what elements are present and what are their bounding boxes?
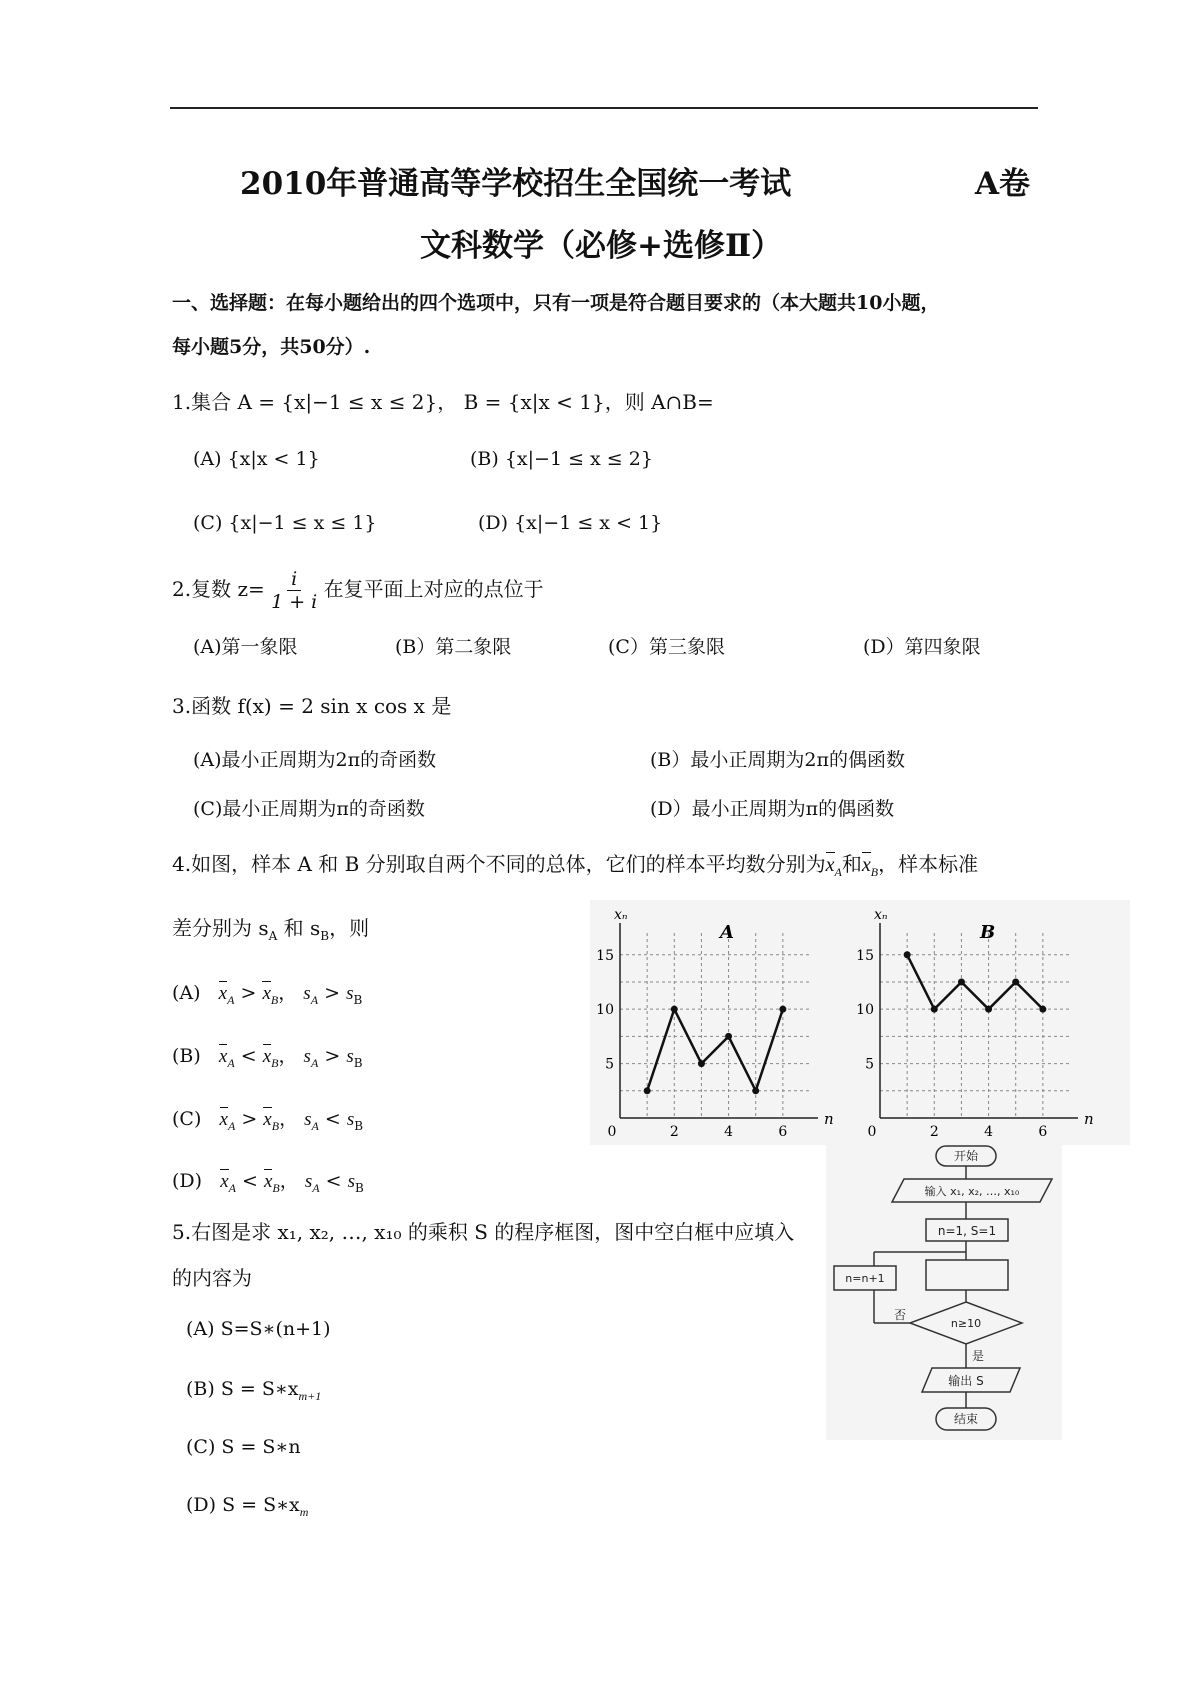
q3-option-b: (B）最小正周期为2π的偶函数 bbox=[650, 749, 905, 771]
q3-option-d: (D）最小正周期为π的偶函数 bbox=[650, 798, 895, 820]
exam-title: 2010年普通高等学校招生全国统一考试 bbox=[240, 166, 792, 202]
flow-no-label: 否 bbox=[893, 1308, 907, 1322]
q4-d-label: (D) bbox=[172, 1170, 203, 1192]
q4-b-sub1: A bbox=[227, 1055, 235, 1070]
q5-stem-line1: 5.右图是求 x₁, x₂, …, x₁₀ 的乘积 S 的程序框图，图中空白框中应填入 bbox=[172, 1220, 795, 1244]
chart-B-y-tick: 5 bbox=[865, 1056, 874, 1073]
q4-c-sub2: B bbox=[271, 1118, 280, 1133]
q4-a-rel2: > bbox=[324, 982, 341, 1004]
chart-B-point bbox=[904, 951, 911, 958]
chart-A-x-label: n bbox=[824, 1110, 834, 1128]
q4-c-sub3: A bbox=[311, 1118, 319, 1133]
q5-option-d bbox=[186, 1494, 308, 1520]
chart-A-title: A bbox=[720, 922, 734, 943]
q5-option-c: (C) S = S∗n bbox=[186, 1436, 301, 1458]
q4-c-sub4: B bbox=[354, 1118, 364, 1133]
q4-a-sub4: B bbox=[353, 992, 363, 1007]
q4-a-sub2: B bbox=[270, 992, 279, 1007]
flow-output-label: 输出 S bbox=[948, 1374, 984, 1388]
chart-B-y-label: xₙ bbox=[874, 907, 888, 923]
q4-stem-text: 4.如图，样本 A 和 B 分别取自两个不同的总体，它们的样本平均数分别为 bbox=[172, 852, 826, 876]
section-heading-line1: 一、选择题：在每小题给出的四个选项中，只有一项是符合题目要求的（本大题共10小题， bbox=[172, 292, 940, 314]
exam-subtitle: 文科数学（必修+选修Ⅱ） bbox=[420, 228, 783, 264]
q5-b-sub: m+1 bbox=[298, 1388, 322, 1403]
chart-A-x-tick: 0 bbox=[607, 1124, 617, 1140]
flow-init-label: n=1, S=1 bbox=[937, 1224, 997, 1238]
chart-A-point bbox=[698, 1060, 705, 1067]
q1-option-d: (D) {x|−1 ≤ x < 1} bbox=[478, 512, 663, 534]
flow-increment-label: n=n+1 bbox=[845, 1272, 885, 1285]
q4-a-rel1: > bbox=[240, 982, 257, 1004]
q4-option-a: (A) $x_A > x_B$， $s_A > s_B$ bbox=[172, 982, 363, 1007]
q5-b-text: (B) S = S∗x bbox=[186, 1378, 299, 1400]
q4-a-label: (A) bbox=[172, 982, 201, 1004]
q4-sa-sub: A bbox=[268, 929, 278, 943]
q4-b-sub2: B bbox=[271, 1055, 279, 1070]
chart-B-point bbox=[958, 978, 965, 985]
q2-option-d: (D）第四象限 bbox=[863, 636, 981, 658]
chart-B-x-tick: 6 bbox=[1038, 1124, 1048, 1140]
q5-flowchart bbox=[826, 1142, 1062, 1440]
q4-option-c: (C) $x_A > x_B$， $s_A < s_B$ bbox=[172, 1108, 364, 1133]
chart-A-point bbox=[671, 1006, 678, 1013]
q2-stem-post: 在复平面上对应的点位于 bbox=[323, 577, 544, 601]
flow-end-label: 结束 bbox=[953, 1412, 979, 1426]
q4-a-sub1: A bbox=[227, 992, 235, 1007]
chart-B-x-tick: 4 bbox=[984, 1124, 994, 1140]
q4-d-rel1: < bbox=[242, 1170, 258, 1192]
q4-xbar-a-sub: A bbox=[834, 865, 842, 879]
q4-b-rel1: < bbox=[240, 1045, 257, 1067]
q4-xbar-b: x bbox=[861, 854, 871, 876]
q3-option-c: (C)最小正周期为π的奇函数 bbox=[193, 798, 425, 820]
q4-d-sub4: B bbox=[354, 1180, 364, 1195]
chart-A-point bbox=[779, 1006, 786, 1013]
top-rule bbox=[170, 107, 1038, 109]
chart-A-y-tick: 10 bbox=[596, 1002, 614, 1019]
q4-sb-sub: B bbox=[320, 929, 330, 943]
q2-option-c: (C）第三象限 bbox=[608, 636, 725, 658]
q4-and: 和 bbox=[841, 852, 862, 876]
section-heading-line2: 每小题5分，共50分）. bbox=[172, 336, 371, 358]
q4-xbar-a: x bbox=[825, 854, 835, 876]
q2-numerator: i bbox=[287, 568, 301, 591]
q4-b-rel2: > bbox=[324, 1045, 341, 1067]
flow-start-label: 开始 bbox=[953, 1149, 979, 1163]
chart-B-point bbox=[985, 1006, 992, 1013]
q4-stem-text-end: ，样本标准 bbox=[878, 852, 979, 876]
q2-option-a: (A)第一象限 bbox=[193, 636, 298, 658]
q2-stem-pre: 2.复数 z= bbox=[172, 577, 265, 601]
q2-stem bbox=[172, 568, 544, 613]
flow-condition-label: n≥10 bbox=[950, 1317, 982, 1330]
chart-B-point bbox=[1039, 1006, 1046, 1013]
q4-d-sub2: B bbox=[272, 1180, 280, 1195]
q5-stem-line2: 的内容为 bbox=[172, 1266, 252, 1290]
chart-B-x-label: n bbox=[1084, 1110, 1094, 1128]
q3-option-a: (A)最小正周期为2π的奇函数 bbox=[193, 749, 437, 771]
q4-b-sub4: B bbox=[353, 1055, 363, 1070]
q4-c-sub1: A bbox=[227, 1118, 236, 1133]
q4-a-sub3: A bbox=[310, 992, 319, 1007]
q2-denominator: 1 + i bbox=[271, 591, 318, 613]
q2-fraction bbox=[271, 568, 317, 613]
q4-d-sub3: A bbox=[312, 1180, 320, 1195]
q4-b-label: (B) bbox=[172, 1045, 201, 1067]
chart-B-point bbox=[1012, 978, 1019, 985]
chart-A-y-tick: 5 bbox=[605, 1056, 614, 1073]
chart-A-x-tick: 6 bbox=[778, 1124, 788, 1140]
q5-d-sub: m bbox=[299, 1504, 309, 1519]
chart-A-point bbox=[752, 1087, 759, 1094]
q4-c-rel2: < bbox=[324, 1108, 341, 1130]
q5-option-a: (A) S=S∗(n+1) bbox=[186, 1318, 331, 1340]
chart-B-x-tick: 2 bbox=[929, 1124, 939, 1140]
q4-line2-text: 差分别为 s bbox=[172, 916, 269, 940]
q4-charts bbox=[590, 900, 1130, 1145]
q1-option-c: (C) {x|−1 ≤ x ≤ 1} bbox=[193, 512, 377, 534]
q5-option-b bbox=[186, 1378, 321, 1404]
chart-A-y-tick: 15 bbox=[596, 947, 614, 964]
flow-input-label: 输入 x₁, x₂, …, x₁₀ bbox=[924, 1185, 1020, 1198]
q4-line2-and: 和 s bbox=[277, 916, 321, 940]
q4-option-d: (D) $x_A < x_B$， $s_A < s_B$ bbox=[172, 1170, 364, 1195]
q4-d-rel2: < bbox=[325, 1170, 342, 1192]
chart-A-x-tick: 4 bbox=[724, 1124, 734, 1140]
q4-line2-end: ，则 bbox=[329, 916, 370, 940]
q1-option-b: (B) {x|−1 ≤ x ≤ 2} bbox=[470, 448, 653, 470]
q4-c-label: (C) bbox=[172, 1108, 202, 1130]
q4-d-sub1: A bbox=[228, 1180, 236, 1195]
chart-A-x-tick: 2 bbox=[669, 1124, 679, 1140]
q1-stem: 1.集合 A = {x|−1 ≤ x ≤ 2}， B = {x|x < 1}，则 A∩B= bbox=[172, 390, 714, 414]
q4-xbar-b-sub: B bbox=[870, 865, 879, 879]
q4-stem-line1 bbox=[172, 848, 978, 880]
q4-stem-line2 bbox=[172, 912, 369, 943]
q3-stem: 3.函数 f(x) = 2 sin x cos x 是 bbox=[172, 694, 452, 718]
q4-c-rel1: > bbox=[241, 1108, 258, 1130]
q2-option-b: (B）第二象限 bbox=[395, 636, 512, 658]
chart-B-x-tick: 0 bbox=[867, 1124, 877, 1140]
chart-B-title: B bbox=[980, 922, 996, 943]
chart-B-y-tick: 10 bbox=[856, 1002, 874, 1019]
chart-A-point bbox=[644, 1087, 651, 1094]
paper-type: A卷 bbox=[975, 166, 1031, 202]
chart-B-y-tick: 15 bbox=[856, 947, 874, 964]
q4-b-sub3: A bbox=[310, 1055, 319, 1070]
chart-B-point bbox=[931, 1006, 938, 1013]
flow-yes-label: 是 bbox=[971, 1349, 985, 1363]
q4-option-b: (B) $x_A < x_B$， $s_A > s_B$ bbox=[172, 1045, 363, 1070]
chart-A-y-label: xₙ bbox=[614, 907, 628, 923]
chart-A-point bbox=[725, 1033, 732, 1040]
q5-d-text: (D) S = S∗x bbox=[186, 1494, 300, 1516]
q1-option-a: (A) {x|x < 1} bbox=[193, 448, 320, 470]
